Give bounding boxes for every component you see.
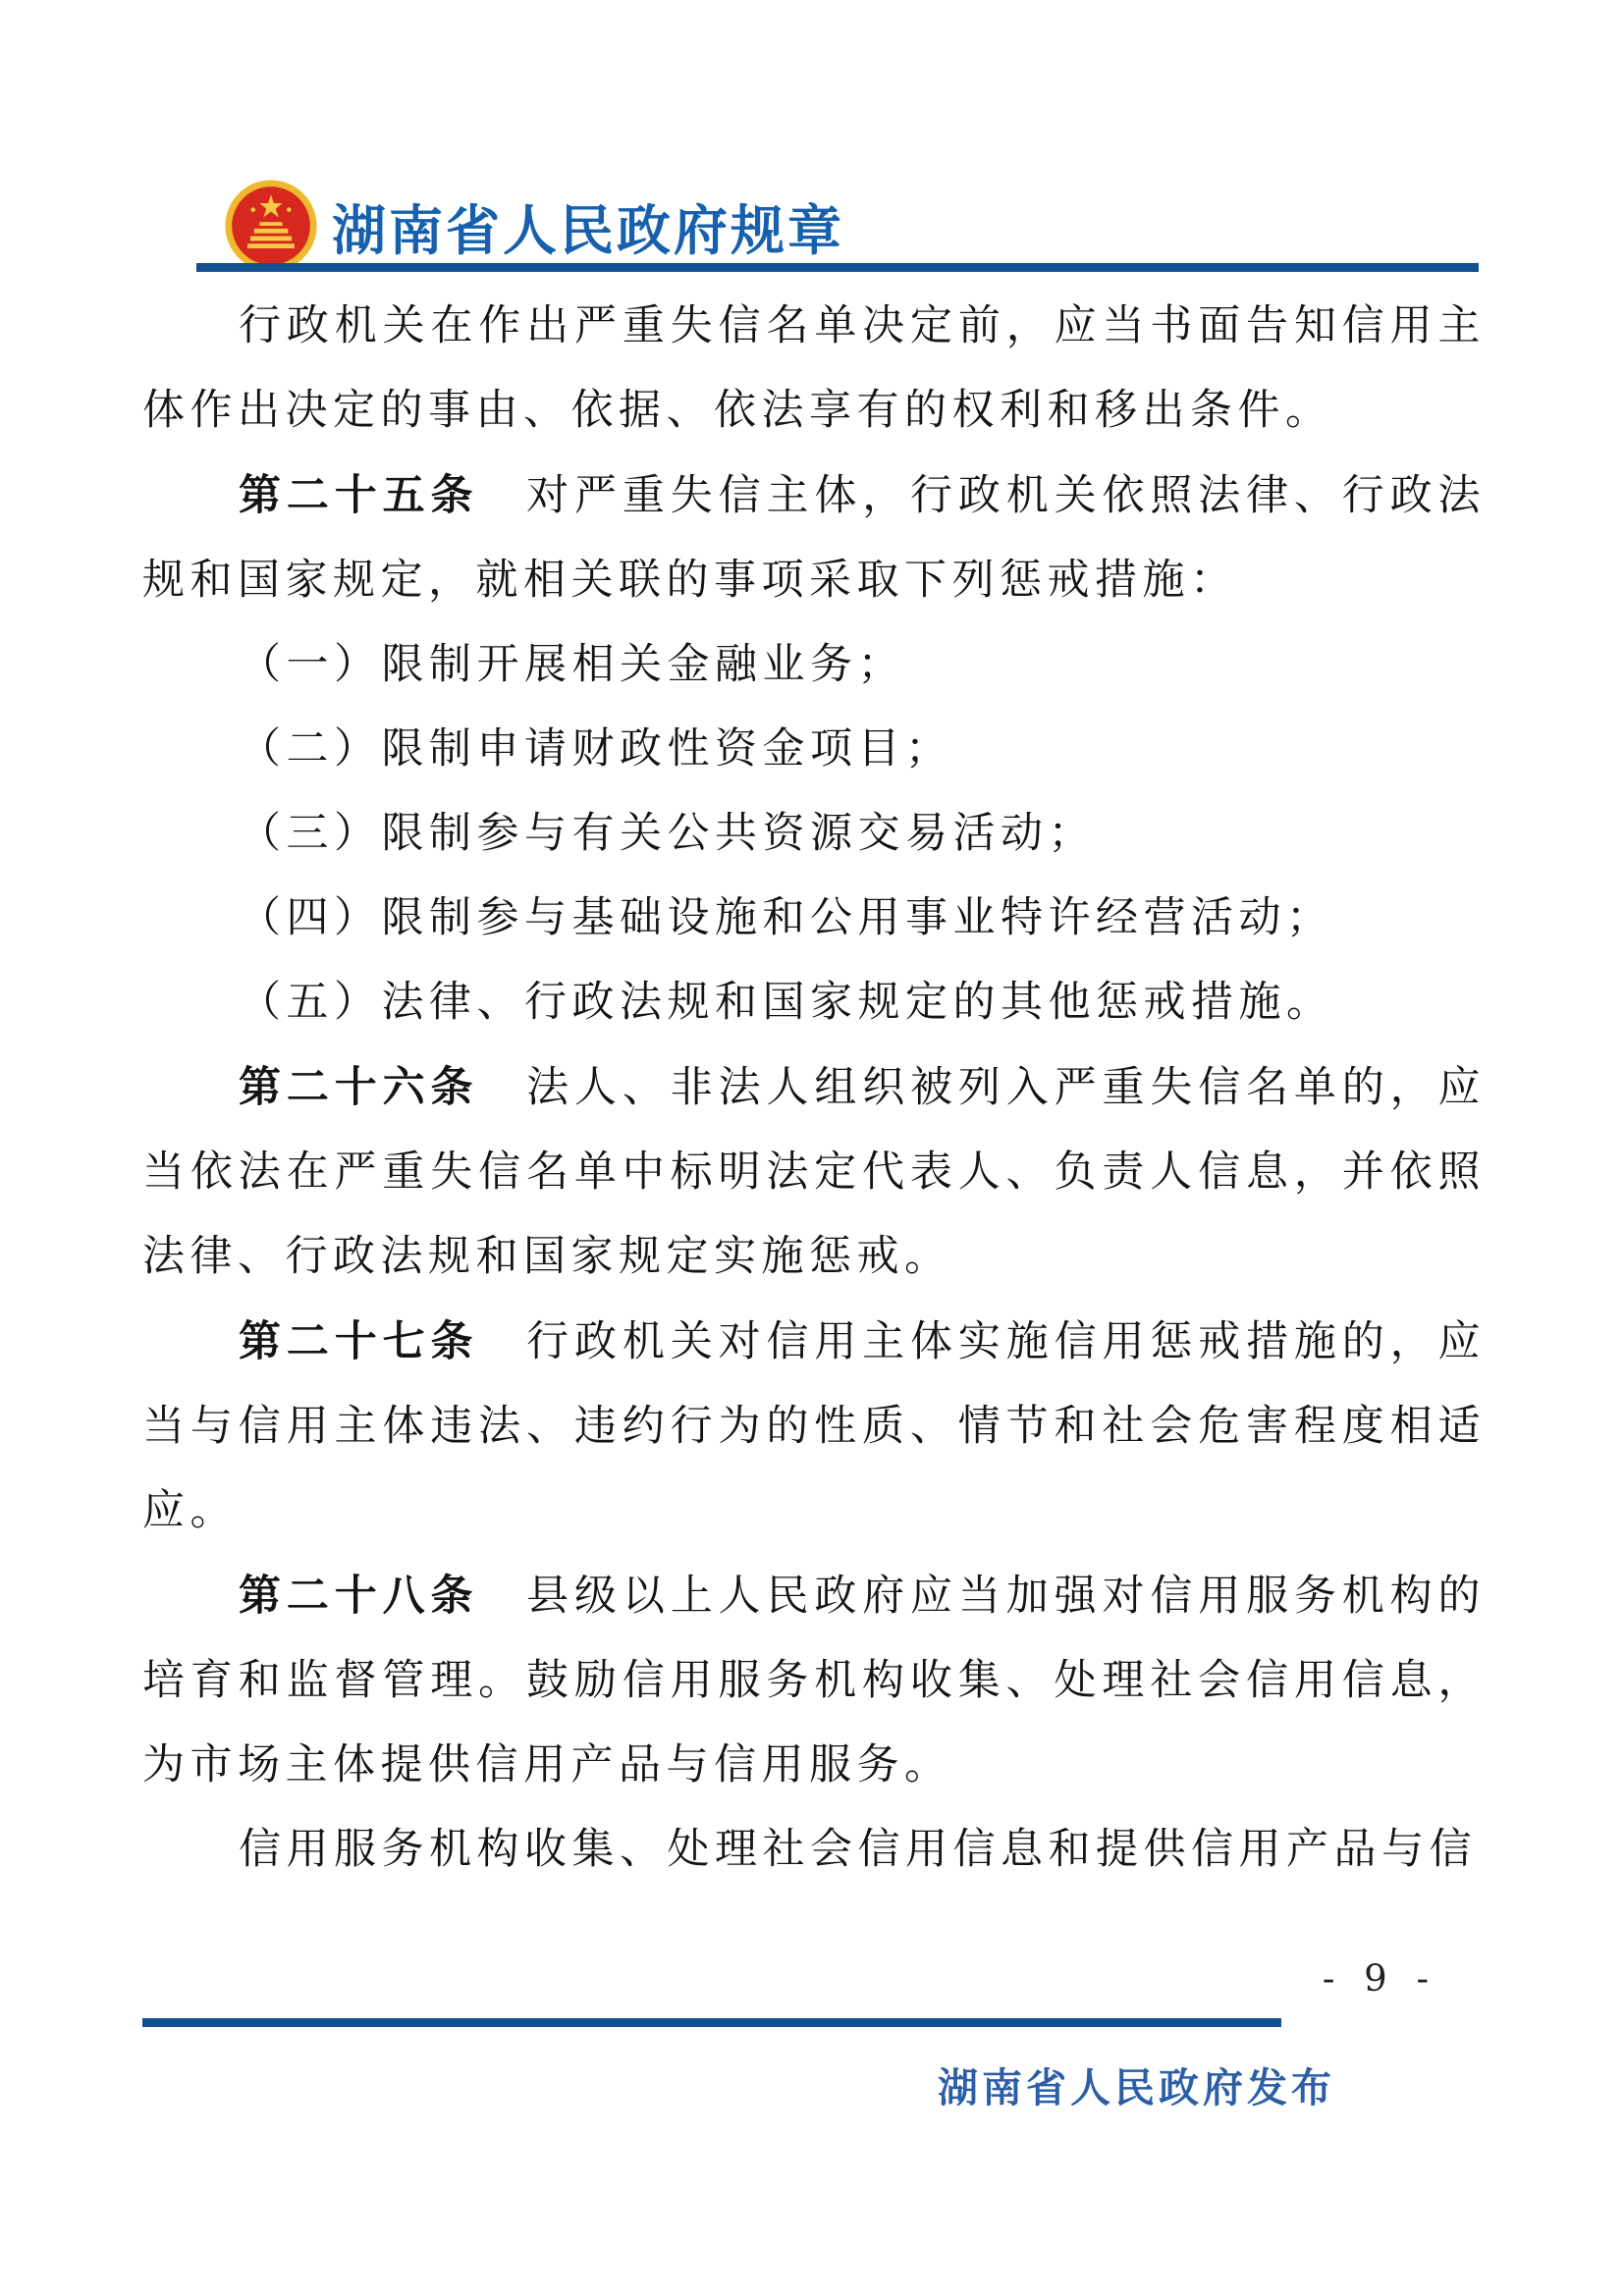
page-header — [224, 179, 844, 273]
paragraph-text: 行政机关对信用主体实施信用惩戒措施的，应当与信用主体违法、违约行为的性质、情节和社会危害程度相适应。 — [142, 1319, 1487, 1534]
page-title: 湖南省人民政府规章 — [332, 200, 845, 261]
paragraph-text: 县级以上人民政府应当加强对信用服务机构的培育和监督管理。鼓励信用服务机构收集、处理社会信用信息，为市场主体提供信用产品与信用服务。 — [142, 1574, 1487, 1789]
paragraph — [142, 454, 1486, 623]
paragraph-text: 行政机关在作出严重失信名单决定前，应当书面告知信用主体作出决定的事由、依据、依法享有的权利和移出条件。 — [142, 303, 1486, 434]
document-body — [142, 285, 1486, 1893]
header-divider — [196, 263, 1479, 272]
paragraph-text: （三）限制参与有关公共资源交易活动； — [239, 811, 1096, 857]
paragraph-text: 对严重失信主体，行政机关依照法律、行政法规和国家规定，就相关联的事项采取下列惩戒措施： — [142, 473, 1487, 604]
paragraph — [142, 1045, 1486, 1300]
list-item — [142, 792, 1486, 877]
article-number: 第二十五条 — [239, 472, 479, 519]
paragraph-text: （五）法律、行政法规和国家规定的其他惩戒措施。 — [239, 980, 1334, 1026]
paragraph-text: （四）限制参与基础设施和公用事业特许经营活动； — [239, 895, 1334, 941]
paragraph — [142, 1808, 1486, 1893]
article-number: 第二十七条 — [239, 1318, 479, 1365]
paragraph-text: 信用服务机构收集、处理社会信用信息和提供信用产品与信 — [239, 1827, 1477, 1873]
paragraph — [142, 1300, 1486, 1554]
paragraph-text: （二）限制申请财政性资金项目； — [239, 726, 953, 773]
footer-divider — [142, 2018, 1281, 2027]
page-number: - 9 - — [1322, 1957, 1437, 2000]
paragraph-text: （一）限制开展相关金融业务； — [239, 642, 905, 688]
list-item — [142, 708, 1486, 792]
publisher-label: 湖南省人民政府发布 — [938, 2065, 1335, 2110]
paragraph — [142, 1554, 1486, 1808]
list-item — [142, 877, 1486, 961]
article-number: 第二十六条 — [239, 1064, 479, 1111]
national-emblem-icon — [224, 179, 318, 273]
list-item — [142, 961, 1486, 1045]
paragraph — [142, 285, 1486, 454]
paragraph-text: 法人、非法人组织被列入严重失信名单的，应当依法在严重失信名单中标明法定代表人、负责人信息，并依照法律、行政法规和国家规定实施惩戒。 — [142, 1065, 1487, 1280]
list-item — [142, 623, 1486, 708]
article-number: 第二十八条 — [239, 1573, 479, 1620]
